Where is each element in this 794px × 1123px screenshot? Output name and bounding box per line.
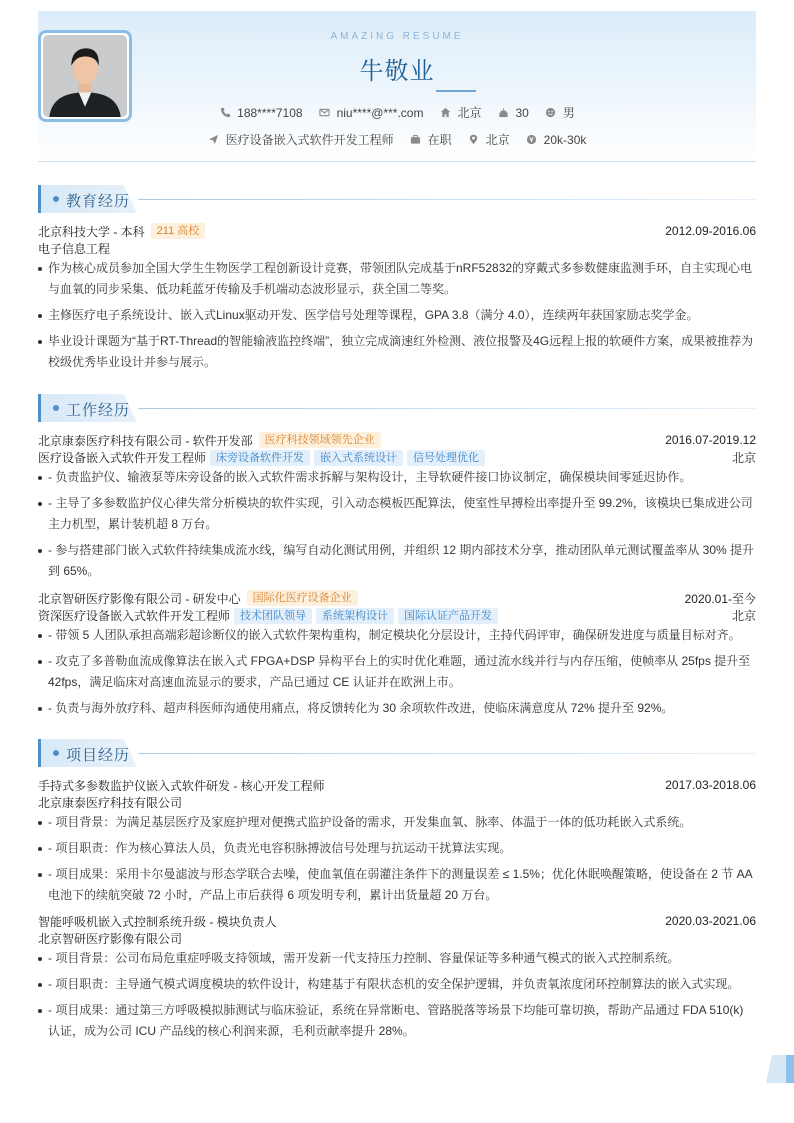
position-text: 医疗设备嵌入式软件开发工程师 (225, 133, 394, 147)
email-text: niu****@***.com (336, 105, 424, 120)
skill-tag: 系统架构设计 (316, 608, 394, 624)
target-city-item (468, 131, 510, 148)
list-item: - 项目职责：作为核心算法人员，负责光电容积脉搏波信号处理与抗运动干扰算法实现。 (38, 838, 756, 859)
project-bullets-2 (38, 948, 756, 1047)
phone-item (219, 106, 302, 120)
skill-tag: 国际认证产品开发 (398, 608, 498, 624)
candidate-name: 牛敬业 (359, 58, 435, 85)
list-item: - 参与搭建部门嵌入式软件持续集成流水线，编写自动化测试用例，并组织 12 期内部技术分享，推动团队单元测试覆盖率从 30% 提升到 65%。 (38, 540, 756, 582)
section-title: 教育经历 (66, 193, 131, 210)
email-item (319, 106, 424, 120)
list-item: 主修医疗电子系统设计、嵌入式Linux驱动开发、医学信号处理等课程，GPA 3.8（满分 4.0），连续两年获国家励志奖学金。 (38, 305, 756, 326)
project-company-1 (38, 794, 756, 811)
section-education (38, 185, 756, 213)
section-divider (138, 753, 756, 754)
company-tag: 医疗科技领域领先企业 (259, 432, 381, 448)
major (38, 240, 756, 257)
section-work (38, 394, 756, 422)
phone-icon (219, 107, 231, 119)
contact-row (38, 104, 756, 121)
city-text: 北京 (457, 106, 482, 120)
role-text: 资深医疗设备嵌入式软件开发工程师 (38, 609, 231, 623)
work-date: 2020.01-至今 (684, 591, 756, 606)
home-icon (439, 107, 451, 119)
section-dot-icon (53, 405, 59, 411)
work-role-1 (38, 449, 756, 466)
work-head-2 (38, 589, 756, 607)
work-date: 2016.07-2019.12 (665, 433, 756, 447)
list-item: 作为核心成员参加全国大学生生物医学工程创新设计竞赛，带领团队完成基于nRF52832的穿戴式多参数健康监测手环，自主实现心电与血氧的同步采集、低功耗蓝牙传输及手机端动态波形显示，获全国二等奖。 (38, 258, 756, 300)
status-item (410, 131, 452, 148)
work-bullets-1 (38, 467, 756, 587)
section-title: 项目经历 (66, 747, 131, 764)
project-title: 智能呼吸机嵌入式控制系统升级 - 模块负责人 (38, 914, 277, 929)
company-name: 北京智研医疗影像有限公司 - 研发中心 (38, 591, 241, 606)
company-tag: 国际化医疗设备企业 (247, 590, 358, 606)
list-item: 毕业设计课题为“基于RT-Thread的智能输液监控终端”，独立完成滴速红外检测、液位报警及4G远程上报的软硬件方案，成果被推荐为校级优秀毕业设计并参与展示。 (38, 331, 756, 373)
project-head-1 (38, 776, 756, 794)
location-pin-icon (468, 134, 480, 146)
salary-icon (526, 134, 538, 146)
section-dot-icon (53, 196, 59, 202)
work-role-2 (38, 607, 756, 624)
section-projects (38, 739, 756, 767)
section-title: 工作经历 (66, 402, 131, 419)
project-head-2 (38, 912, 756, 930)
school-tag: 211 高校 (151, 223, 206, 239)
project-title: 手持式多参数监护仪嵌入式软件研发 - 核心开发工程师 (38, 778, 325, 793)
skill-tag: 技术团队领导 (234, 608, 312, 624)
section-divider (138, 408, 756, 409)
city-item (439, 104, 481, 121)
project-company: 北京康泰医疗科技有限公司 (38, 796, 183, 810)
mail-icon (319, 107, 331, 119)
list-item: - 负责与海外放疗科、超声科医师沟通使用痛点，将反馈转化为 30 余项软件改进，使临床满意度从 72% 提升至 92%。 (38, 698, 756, 719)
brand-label: AMAZING RESUME (330, 31, 464, 42)
section-dot-icon (53, 750, 59, 756)
gender-item (545, 104, 575, 121)
project-company: 北京智研医疗影像有限公司 (38, 932, 183, 946)
page-corner-decoration (766, 1055, 794, 1083)
project-company-2 (38, 930, 756, 947)
name-underline (436, 90, 476, 92)
send-icon (208, 134, 220, 146)
section-divider (138, 199, 756, 200)
work-location: 北京 (731, 609, 756, 623)
phone-text: 188****7108 (237, 105, 303, 120)
salary-item (526, 133, 587, 147)
list-item: - 带领 5 人团队承担高端彩超诊断仪的嵌入式软件架构重构，制定模块化分层设计，主持代码评审，确保研发进度与质量目标对齐。 (38, 625, 756, 646)
work-head-1 (38, 431, 756, 449)
company-name: 北京康泰医疗科技有限公司 - 软件开发部 (38, 433, 253, 448)
list-item: - 项目背景：为满足基层医疗及家庭护理对便携式监护设备的需求，开发集血氧、脉率、体温于一体的低功耗嵌入式系统。 (38, 812, 756, 833)
work-bullets-2 (38, 625, 756, 724)
major-text: 电子信息工程 (38, 242, 111, 256)
list-item: - 项目背景：公司布局危重症呼吸支持领域，需开发新一代支持压力控制、容量保证等多种通气模式的嵌入式控制系统。 (38, 948, 756, 969)
project-date: 2017.03-2018.06 (665, 778, 756, 792)
target-city-text: 北京 (485, 133, 510, 147)
list-item: - 主导了多参数监护仪心律失常分析模块的软件实现，引入动态模板匹配算法，使室性早搏检出率提升至 99.2%，该模块已集成进公司主力机型，累计装机超 8 万台。 (38, 493, 756, 535)
skill-tag: 信号处理优化 (407, 450, 485, 466)
project-bullets-1 (38, 812, 756, 911)
job-intent-row (38, 131, 756, 148)
skill-tag: 床旁设备软件开发 (210, 450, 310, 466)
resume-header (38, 11, 756, 162)
education-bullets (38, 258, 756, 378)
briefcase-icon (410, 134, 422, 146)
gender-icon (545, 107, 557, 119)
list-item: - 项目成果：通过第三方呼吸模拟肺测试与临床验证，系统在异常断电、管路脱落等场景下均能可靠切换，帮助产品通过 FDA 510(k) 认证，成为公司 ICU 产品线的核心利润来源，毛利贡献率提升 28%。 (38, 1000, 756, 1042)
position-item (208, 131, 394, 148)
cake-icon (497, 107, 509, 119)
role-text: 医疗设备嵌入式软件开发工程师 (38, 451, 207, 465)
education-head (38, 222, 756, 240)
skill-tag: 嵌入式系统设计 (314, 450, 403, 466)
list-item: - 项目职责：主导通气模式调度模块的软件设计，构建基于有限状态机的安全保护逻辑，并负责氧浓度闭环控制算法的嵌入式实现。 (38, 974, 756, 995)
work-location: 北京 (731, 451, 756, 465)
gender-text: 男 (562, 106, 575, 120)
age-item (497, 106, 528, 120)
list-item: - 项目成果：采用卡尔曼滤波与形态学联合去噪，使血氧值在弱灌注条件下的测量误差 ≤ 1.5%；优化休眠唤醒策略，使设备在 2 节 AA 电池下的续航突破 72 小时，产品上市后获得 6 项发明专利，累计出货量超 20 万台。 (38, 864, 756, 906)
education-date: 2012.09-2016.06 (665, 224, 756, 238)
status-text: 在职 (427, 133, 452, 147)
project-date: 2020.03-2021.06 (665, 914, 756, 928)
list-item: - 负责监护仪、输液泵等床旁设备的嵌入式软件需求拆解与架构设计，主导软硬件接口协议制定，确保模块间零延迟协作。 (38, 467, 756, 488)
school-name: 北京科技大学 - 本科 (38, 224, 145, 239)
list-item: - 攻克了多普勒血流成像算法在嵌入式 FPGA+DSP 异构平台上的实时优化难题，通过流水线并行与内存压缩，使帧率从 25fps 提升至 42fps，满足临床对高速血流显示的要求，产品已通过 CE 认证并在欧洲上市。 (38, 651, 756, 693)
age-text: 30 (515, 105, 529, 120)
salary-text: 20k-30k (543, 132, 587, 147)
